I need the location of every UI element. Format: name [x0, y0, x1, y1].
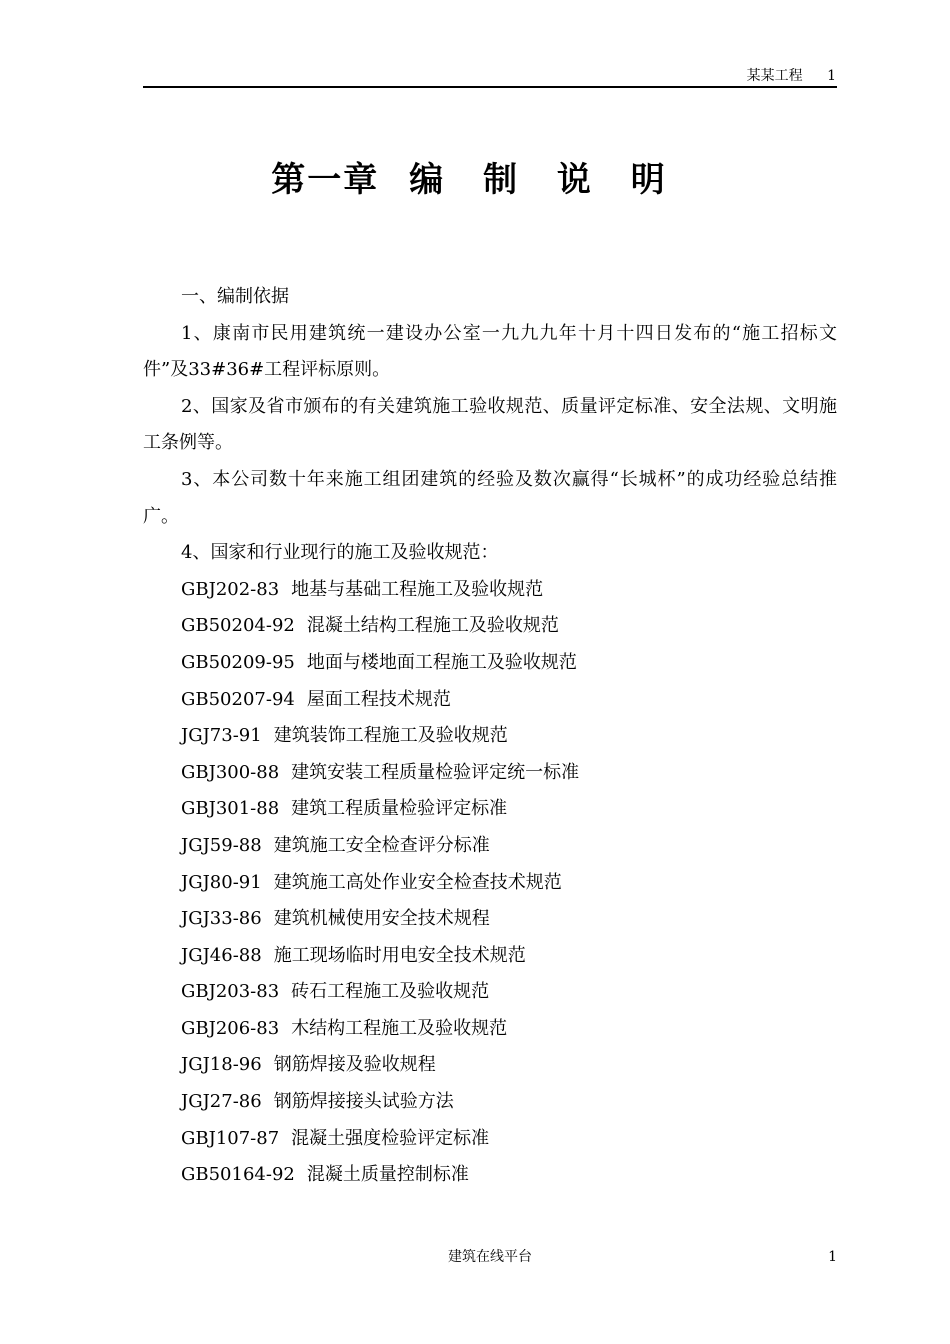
standard-code: GB50204-92 — [181, 615, 295, 637]
standard-item — [181, 608, 837, 645]
standard-name: 建筑装饰工程施工及验收规范 — [273, 725, 508, 747]
standard-code: JGJ46-88 — [181, 944, 262, 966]
standard-name: 建筑施工高处作业安全检查技术规范 — [273, 871, 562, 893]
standard-item — [181, 974, 837, 1011]
paragraph-4: 4、国家和行业现行的施工及验收规范： — [181, 542, 499, 564]
header-page-number: 1 — [827, 68, 836, 84]
standard-item — [181, 682, 837, 719]
standard-code: GB50164-92 — [181, 1164, 295, 1186]
section-heading: 一、编制依据 — [181, 286, 289, 307]
page-header — [143, 66, 837, 88]
standard-item — [181, 1047, 837, 1084]
standard-name: 钢筋焊接及验收规程 — [273, 1054, 436, 1076]
chapter-title — [0, 158, 950, 202]
chapter-number: 第一章 — [271, 160, 380, 200]
standard-item — [181, 1084, 837, 1121]
paragraph-2: 2、国家及省市颁布的有关建筑施工验收规范、质量评定标准、安全法规、文明施工条例等。 — [143, 395, 837, 454]
standard-item — [181, 828, 837, 865]
standard-code: GBJ203-83 — [181, 981, 280, 1003]
standard-code: JGJ80-91 — [181, 871, 262, 893]
footer-page-number: 1 — [828, 1249, 837, 1265]
standard-item — [181, 645, 837, 682]
standard-item — [181, 791, 837, 828]
standard-name: 地基与基础工程施工及验收规范 — [291, 578, 544, 600]
standard-name: 建筑工程质量检验评定标准 — [291, 798, 508, 820]
standard-code: JGJ73-91 — [181, 725, 262, 747]
standard-name: 施工现场临时用电安全技术规范 — [273, 944, 526, 966]
footer-platform-name: 建筑在线平台 — [448, 1249, 532, 1265]
standard-code: JGJ18-96 — [181, 1054, 262, 1076]
standard-code: JGJ33-86 — [181, 908, 262, 930]
document-body — [143, 279, 837, 1194]
standard-item — [181, 1121, 837, 1158]
standard-name: 地面与楼地面工程施工及验收规范 — [306, 651, 577, 673]
paragraph-3: 3、本公司数十年来施工组团建筑的经验及数次赢得“长城杯”的成功经验总结推广。 — [143, 468, 837, 527]
standard-name: 建筑安装工程质量检验评定统一标准 — [291, 761, 580, 783]
standard-item — [181, 718, 837, 755]
standard-name: 混凝土质量控制标准 — [306, 1164, 469, 1186]
standard-name: 混凝土强度检验评定标准 — [291, 1127, 490, 1149]
header-project-name: 某某工程 — [746, 68, 803, 84]
standard-code: JGJ27-86 — [181, 1091, 262, 1113]
standard-code: GBJ300-88 — [181, 761, 280, 783]
standard-name: 砖石工程施工及验收规范 — [291, 981, 490, 1003]
standard-item — [181, 865, 837, 902]
standard-item — [181, 901, 837, 938]
standards-list — [143, 572, 837, 1194]
page-footer — [143, 1246, 837, 1268]
standard-code: GB50207-94 — [181, 688, 295, 710]
standard-item — [181, 1011, 837, 1048]
standard-item — [181, 755, 837, 792]
standard-name: 木结构工程施工及验收规范 — [291, 1017, 508, 1039]
paragraph-1: 1、康南市民用建筑统一建设办公室一九九九年十月十四日发布的“施工招标文件”及33#36#工程评标原则。 — [143, 322, 837, 381]
standard-item — [181, 572, 837, 609]
standard-item — [181, 1157, 837, 1194]
chapter-name: 编 制 说 明 — [409, 160, 679, 200]
standard-name: 混凝土结构工程施工及验收规范 — [306, 615, 559, 637]
standard-code: GBJ206-83 — [181, 1017, 280, 1039]
standard-name: 建筑机械使用安全技术规程 — [273, 908, 490, 930]
standard-code: JGJ59-88 — [181, 834, 262, 856]
standard-code: GB50209-95 — [181, 651, 295, 673]
standard-item — [181, 938, 837, 975]
standard-name: 屋面工程技术规范 — [306, 688, 451, 710]
standard-code: GBJ202-83 — [181, 578, 280, 600]
standard-code: GBJ301-88 — [181, 798, 280, 820]
standard-name: 建筑施工安全检查评分标准 — [273, 834, 490, 856]
standard-code: GBJ107-87 — [181, 1127, 280, 1149]
standard-name: 钢筋焊接接头试验方法 — [273, 1091, 454, 1113]
